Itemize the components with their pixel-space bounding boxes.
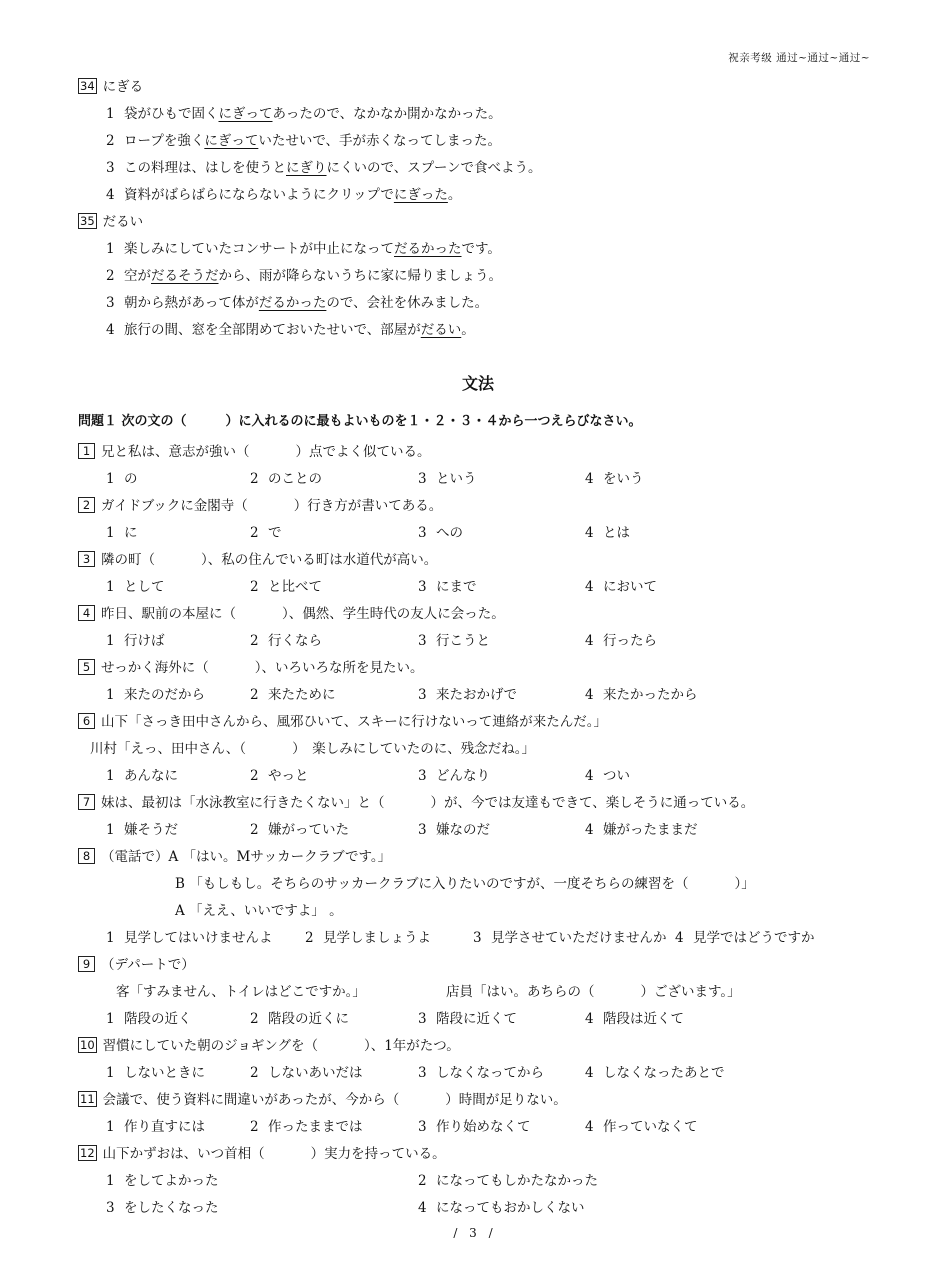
grammar-question-3: 3 隣の町（ ）、私の住んでいる町は水道代が高い。 1 として 2 と比べて 3 にまで 4 において xyxy=(78,547,878,601)
vocab-option: 3 朝から熱があって体がだるかったので、会社を休みました。 xyxy=(106,295,489,311)
question-number: 10 xyxy=(80,1038,95,1052)
question-number: 9 xyxy=(78,956,95,972)
option-3[interactable]: 3 どんなり xyxy=(418,768,490,784)
question-number: 5 xyxy=(78,659,95,675)
option-4[interactable]: 4 しなくなったあとで xyxy=(585,1065,725,1081)
answer-options xyxy=(78,574,878,601)
question-number: 6 xyxy=(78,713,95,729)
option-2[interactable]: 2 行くなら xyxy=(250,633,322,649)
option-3[interactable]: 3 嫌なのだ xyxy=(418,822,490,838)
grammar-question-1: 1 兄と私は、意志が強い（ ）点でよく似ている。 1 の 2 のことの 3 という 4 をいう xyxy=(78,439,878,493)
answer-options xyxy=(78,1168,878,1195)
question-number: 35 xyxy=(80,214,95,228)
option-4[interactable]: 4 において xyxy=(585,579,657,595)
option-2[interactable]: 2 やっと xyxy=(250,768,309,784)
option-1[interactable]: 1 の xyxy=(106,471,138,487)
option-4[interactable]: 4 見学ではどうですか xyxy=(675,930,815,946)
answer-options xyxy=(78,763,878,790)
grammar-question-11: 11 会議で、使う資料に間違いがあったが、今から（ ）時間が足りない。 1 作り直すには 2 作ったままでは 3 作り始めなくて 4 作っていなくて xyxy=(78,1087,878,1141)
answer-options xyxy=(78,1195,878,1222)
option-1[interactable]: 1 来たのだから xyxy=(106,687,205,703)
instruction: 問題１ 次の文の（ ）に入れるのに最もよいものを１・２・３・４から一つえらびなさい。 xyxy=(78,414,642,429)
question-number: 4 xyxy=(78,605,95,621)
vocab-word: にぎる xyxy=(102,79,144,95)
option-3[interactable]: 3 作り始めなくて xyxy=(418,1119,531,1135)
option-2[interactable]: 2 のことの xyxy=(250,471,322,487)
answer-options xyxy=(78,817,878,844)
vocab-word: だるい xyxy=(102,214,144,230)
option-3[interactable]: 3 来たおかげで xyxy=(418,687,517,703)
option-2[interactable]: 2 と比べて xyxy=(250,579,322,595)
section-title: 文法 xyxy=(461,374,494,393)
option-2[interactable]: 2 階段の近くに xyxy=(250,1011,349,1027)
vocab-option: 3 この料理は、はしを使うとにぎりにくいので、スプーンで食べよう。 xyxy=(106,160,542,176)
option-4[interactable]: 4 来たかったから xyxy=(585,687,698,703)
answer-options xyxy=(78,520,878,547)
option-3[interactable]: 3 にまで xyxy=(418,579,477,595)
option-3[interactable]: 3 への xyxy=(418,525,463,541)
option-2[interactable]: 2 になってもしかたなかった xyxy=(418,1173,598,1189)
question-number: 1 xyxy=(78,443,95,459)
vocab-option: 4 資料がばらばらにならないようにクリップでにぎった。 xyxy=(106,187,462,203)
option-2[interactable]: 2 嫌がっていた xyxy=(250,822,349,838)
vocab-question-34 xyxy=(78,74,878,209)
vocab-option: 4 旅行の間、窓を全部閉めておいたせいで、部屋がだるい。 xyxy=(106,322,475,338)
option-4[interactable]: 4 になってもおかしくない xyxy=(418,1200,585,1216)
answer-options xyxy=(78,628,878,655)
exam-page xyxy=(78,74,878,1222)
option-1[interactable]: 1 に xyxy=(106,525,138,541)
option-3[interactable]: 3 をしたくなった xyxy=(106,1200,219,1216)
grammar-question-6: 6 山下「さっき田中さんから、風邪ひいて、スキーに行けないって連絡が来たんだ。」 川村「えっ、田中さん、（ ） 楽しみにしていたのに、残念だね。」 1 あんなに 2 やっと 3 どんなり 4 つい xyxy=(78,709,878,790)
vocab-option: 1 袋がひもで固くにぎってあったので、なかなか開かなかった。 xyxy=(106,106,502,122)
question-number: 11 xyxy=(80,1092,95,1106)
option-3[interactable]: 3 行こうと xyxy=(418,633,490,649)
answer-options xyxy=(78,925,878,952)
vocab-option: 1 楽しみにしていたコンサートが中止になってだるかったです。 xyxy=(106,241,501,257)
option-1[interactable]: 1 として xyxy=(106,579,165,595)
vocab-option: 2 空がだるそうだから、雨が降らないうちに家に帰りましょう。 xyxy=(106,268,502,284)
option-1[interactable]: 1 行けば xyxy=(106,633,165,649)
grammar-question-7: 7 妹は、最初は「水泳教室に行きたくない」と（ ）が、今では友達もできて、楽しそうに通っている。 1 嫌そうだ 2 嫌がっていた 3 嫌なのだ 4 嫌がったままだ xyxy=(78,790,878,844)
option-2[interactable]: 2 見学しましょうよ xyxy=(305,930,431,946)
grammar-question-8: 8 （電話で）A 「はい。Mサッカークラブです。」 B 「もしもし。そちらのサッカークラブに入りたいのですが、一度そちらの練習を（ ）」 A 「ええ、いいですよ」 。 1 見学してはいけませんよ 2 見学しましょうよ 3 見学させていただけませんか 4 見学ではどうですか xyxy=(78,844,878,952)
option-3[interactable]: 3 という xyxy=(418,471,477,487)
option-3[interactable]: 3 見学させていただけませんか xyxy=(473,930,667,946)
option-4[interactable]: 4 階段は近くて xyxy=(585,1011,684,1027)
answer-options xyxy=(78,682,878,709)
option-4[interactable]: 4 をいう xyxy=(585,471,644,487)
grammar-question-5: 5 せっかく海外に（ ）、いろいろな所を見たい。 1 来たのだから 2 来たために 3 来たおかげで 4 来たかったから xyxy=(78,655,878,709)
grammar-question-12: 12 山下かずおは、いつ首相（ ）実力を持っている。 1 をしてよかった 2 になってもしかたなかった 3 をしたくなった 4 になってもおかしくない xyxy=(78,1141,878,1222)
answer-options xyxy=(78,1114,878,1141)
option-3[interactable]: 3 しなくなってから xyxy=(418,1065,544,1081)
question-number: 2 xyxy=(78,497,95,513)
question-number: 12 xyxy=(80,1146,95,1160)
option-4[interactable]: 4 とは xyxy=(585,525,630,541)
option-2[interactable]: 2 作ったままでは xyxy=(250,1119,363,1135)
option-4[interactable]: 4 作っていなくて xyxy=(585,1119,698,1135)
option-1[interactable]: 1 作り直すには xyxy=(106,1119,205,1135)
option-4[interactable]: 4 嫌がったままだ xyxy=(585,822,698,838)
question-number: 34 xyxy=(80,79,95,93)
grammar-question-9: 9 （デパートで） 客「すみません、トイレはどこですか。」 店員「はい。あちらの（ ）ございます。」 1 階段の近く 2 階段の近くに 3 階段に近くて 4 階段は近くて xyxy=(78,952,878,1033)
option-1[interactable]: 1 をしてよかった xyxy=(106,1173,219,1189)
option-1[interactable]: 1 しないときに xyxy=(106,1065,205,1081)
question-number: 3 xyxy=(78,551,95,567)
option-2[interactable]: 2 で xyxy=(250,525,282,541)
option-1[interactable]: 1 あんなに xyxy=(106,768,178,784)
option-2[interactable]: 2 しないあいだは xyxy=(250,1065,363,1081)
option-1[interactable]: 1 見学してはいけませんよ xyxy=(106,930,273,946)
option-1[interactable]: 1 嫌そうだ xyxy=(106,822,178,838)
answer-options xyxy=(78,1006,878,1033)
page-number: / 3 / xyxy=(453,1226,497,1240)
grammar-question-4: 4 昨日、駅前の本屋に（ ）、偶然、学生時代の友人に会った。 1 行けば 2 行くなら 3 行こうと 4 行ったら xyxy=(78,601,878,655)
answer-options xyxy=(78,466,878,493)
question-number: 7 xyxy=(78,794,95,810)
answer-options xyxy=(78,1060,878,1087)
option-4[interactable]: 4 つい xyxy=(585,768,630,784)
option-4[interactable]: 4 行ったら xyxy=(585,633,657,649)
grammar-question-2: 2 ガイドブックに金閣寺（ ）行き方が書いてある。 1 に 2 で 3 への 4 とは xyxy=(78,493,878,547)
vocab-option: 2 ロープを強くにぎっていたせいで、手が赤くなってしまった。 xyxy=(106,133,502,149)
option-1[interactable]: 1 階段の近く xyxy=(106,1011,192,1027)
question-number: 8 xyxy=(78,848,95,864)
option-2[interactable]: 2 来たために xyxy=(250,687,336,703)
grammar-question-10: 10 習慣にしていた朝のジョギングを（ ）、1年がたつ。 1 しないときに 2 しないあいだは 3 しなくなってから 4 しなくなったあとで xyxy=(78,1033,878,1087)
header-note: 祝亲考级 通过~通过~通过~ xyxy=(728,52,870,64)
vocab-question-35 xyxy=(78,209,878,344)
option-3[interactable]: 3 階段に近くて xyxy=(418,1011,517,1027)
